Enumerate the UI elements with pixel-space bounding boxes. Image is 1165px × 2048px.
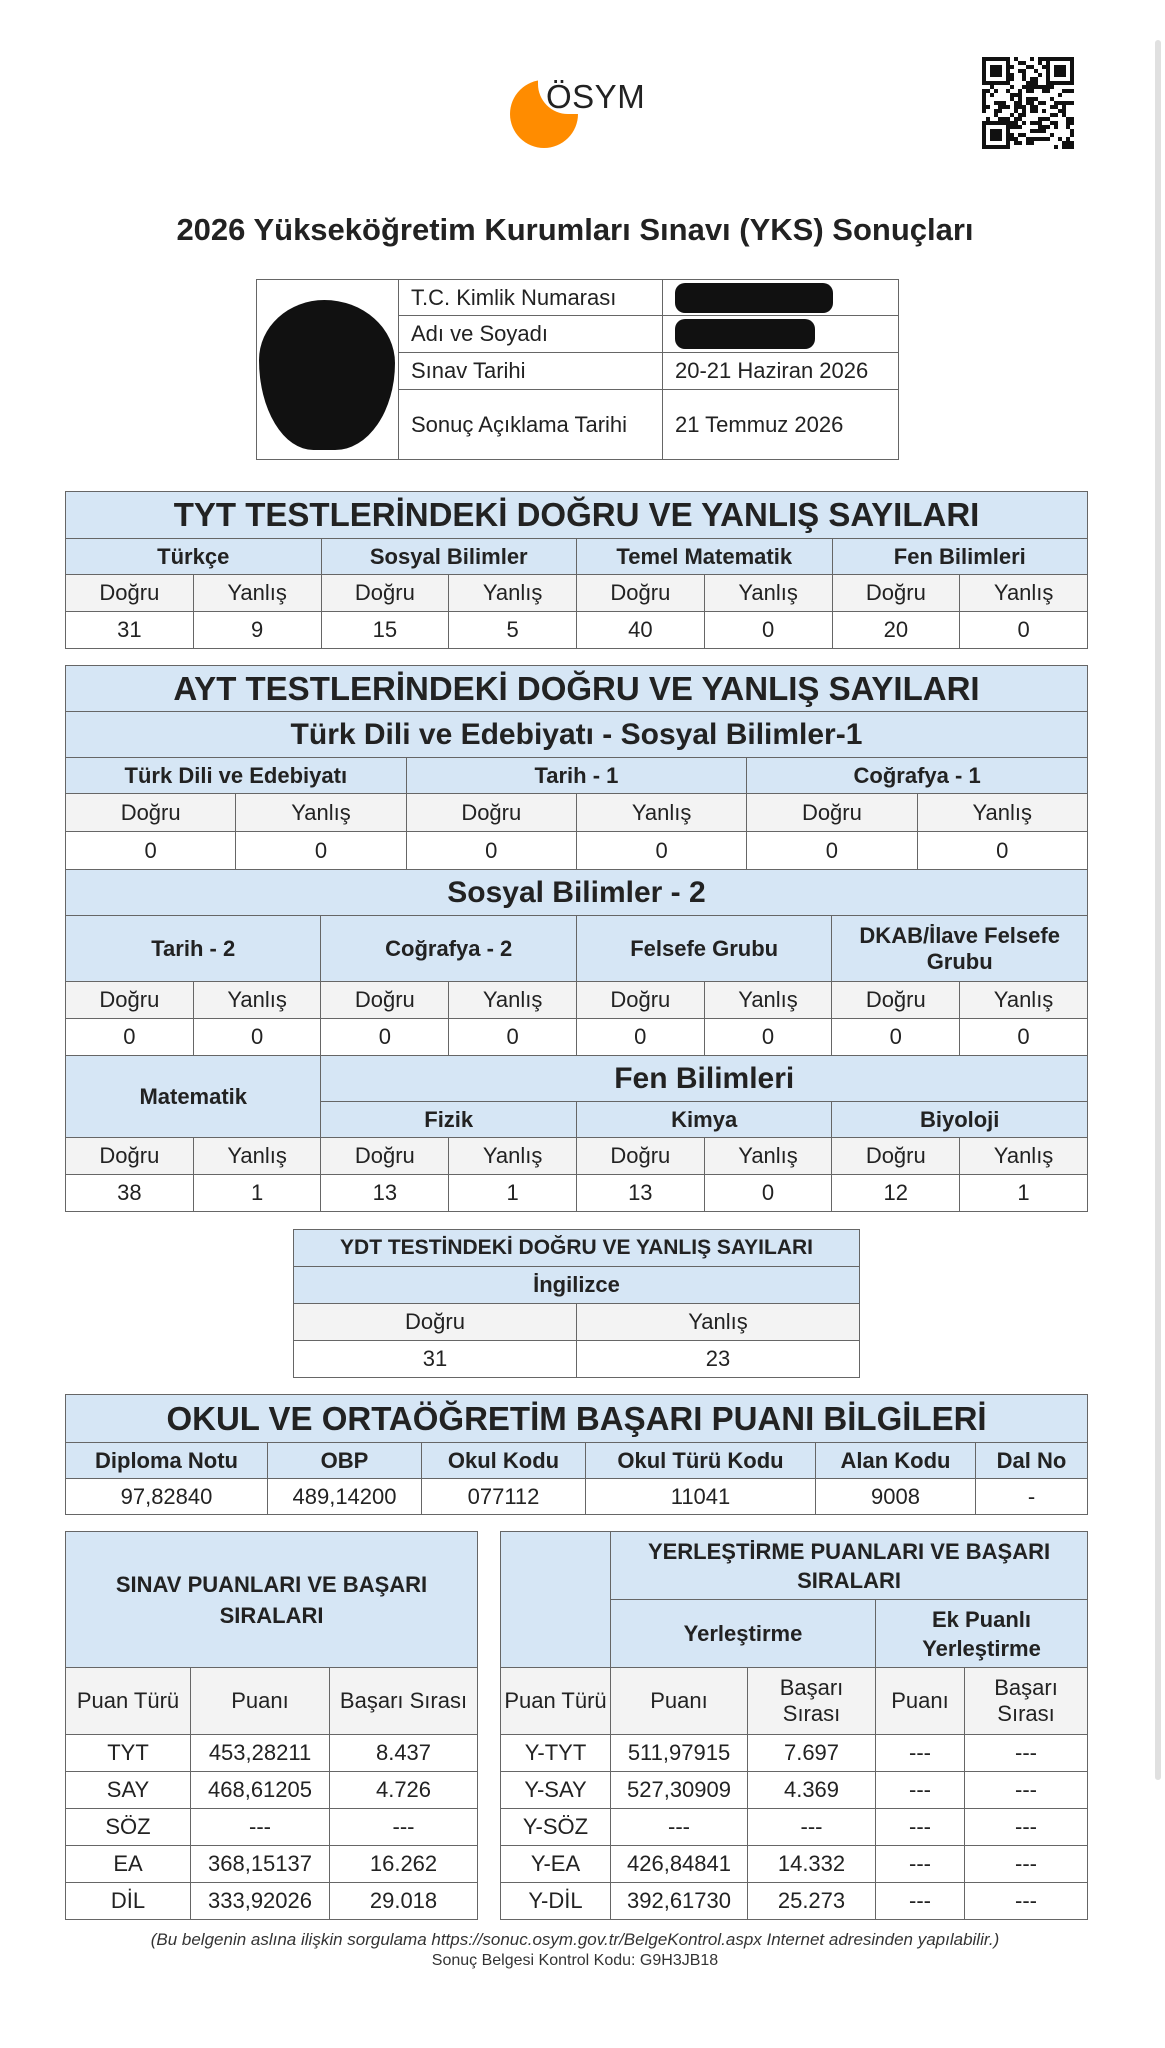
ayt-dogru-value: 0: [576, 1019, 704, 1056]
tyt-yanlis-value: 5: [449, 612, 577, 649]
ayt-fen-title: Fen Bilimleri: [321, 1056, 1088, 1102]
tyt-dogru-value: 31: [66, 612, 194, 649]
col-puan-turu: Puan Türü: [501, 1668, 611, 1735]
ayt-subject: Kimya: [576, 1102, 831, 1138]
yanlis-label: Yanlış: [576, 794, 746, 832]
yerlestirme-sub: Yerleştirme: [611, 1600, 876, 1668]
score-cell: ---: [876, 1809, 965, 1846]
score-cell: SÖZ: [66, 1809, 191, 1846]
ayt-subject: Tarih - 2: [66, 916, 321, 982]
yanlis-label: Yanlış: [193, 1138, 321, 1175]
redacted-tc: [675, 283, 833, 313]
tyt-subject: Sosyal Bilimler: [321, 539, 577, 575]
ydt-dogru-value: 31: [294, 1341, 577, 1378]
ayt-dogru-value: 0: [406, 832, 576, 870]
score-cell: 7.697: [748, 1735, 876, 1772]
score-cell: Y-DİL: [501, 1883, 611, 1920]
score-cell: ---: [876, 1772, 965, 1809]
score-cell: 453,28211: [191, 1735, 330, 1772]
score-cell: ---: [330, 1809, 478, 1846]
ayt-yanlis-value: 0: [704, 1019, 832, 1056]
dogru-label: Doğru: [577, 575, 705, 612]
score-cell: 468,61205: [191, 1772, 330, 1809]
table-row: [66, 1772, 478, 1809]
tyt-dogru-value: 15: [321, 612, 449, 649]
ayt-subject: Coğrafya - 2: [321, 916, 576, 982]
score-cell: ---: [748, 1809, 876, 1846]
score-cell: Y-TYT: [501, 1735, 611, 1772]
ayt-dogru-value: 38: [66, 1175, 194, 1212]
dogru-label: Doğru: [747, 794, 917, 832]
score-cell: 8.437: [330, 1735, 478, 1772]
dogru-label: Doğru: [321, 982, 449, 1019]
yanlis-label: Yanlış: [704, 1138, 832, 1175]
score-cell: ---: [965, 1735, 1088, 1772]
col-puani: Puanı: [611, 1668, 748, 1735]
tyt-dogru-value: 20: [832, 612, 960, 649]
dogru-label: Doğru: [832, 575, 960, 612]
score-cell: ---: [876, 1846, 965, 1883]
ayt-yanlis-value: 1: [193, 1175, 321, 1212]
yanlis-label: Yanlış: [917, 794, 1087, 832]
sinav-puan-table: [65, 1531, 478, 1920]
okul-value: 9008: [816, 1479, 976, 1515]
dogru-label: Doğru: [832, 982, 960, 1019]
dogru-label: Doğru: [294, 1304, 577, 1341]
result-date-value: 21 Temmuz 2026: [663, 390, 899, 460]
table-row: [66, 1846, 478, 1883]
ayt-yanlis-value: 0: [449, 1019, 577, 1056]
ydt-table: [293, 1229, 860, 1378]
ek-puanli-sub: Ek Puanlı Yerleştirme: [876, 1600, 1088, 1668]
score-cell: 392,61730: [611, 1883, 748, 1920]
dogru-label: Doğru: [576, 1138, 704, 1175]
ayt-subject: DKAB/İlave Felsefe Grubu: [832, 916, 1088, 982]
tyt-subject: Türkçe: [66, 539, 322, 575]
ayt-dogru-value: 0: [66, 1019, 194, 1056]
ayt-yanlis-value: 0: [236, 832, 406, 870]
scrollbar[interactable]: [1155, 40, 1161, 1780]
table-row: [501, 1809, 1088, 1846]
score-cell: 333,92026: [191, 1883, 330, 1920]
col-puan-turu: Puan Türü: [66, 1668, 191, 1735]
score-cell: 29.018: [330, 1883, 478, 1920]
exam-date-label: Sınav Tarihi: [399, 353, 663, 390]
score-cell: 527,30909: [611, 1772, 748, 1809]
osym-logo: [510, 70, 670, 160]
ayt-dogru-value: 0: [747, 832, 917, 870]
okul-header: Diploma Notu: [66, 1443, 268, 1479]
score-cell: ---: [876, 1735, 965, 1772]
candidate-photo: [257, 280, 399, 460]
dogru-label: Doğru: [576, 982, 704, 1019]
ydt-title: YDT TESTİNDEKİ DOĞRU VE YANLIŞ SAYILARI: [294, 1230, 860, 1267]
yanlis-label: Yanlış: [704, 982, 832, 1019]
ayt-group1-title: Türk Dili ve Edebiyatı - Sosyal Bilimler-1: [66, 712, 1088, 758]
yanlis-label: Yanlış: [193, 982, 321, 1019]
table-row: [66, 1809, 478, 1846]
yanlis-label: Yanlış: [449, 1138, 577, 1175]
ydt-yanlis-value: 23: [577, 1341, 860, 1378]
ayt-dogru-value: 13: [576, 1175, 704, 1212]
score-cell: 511,97915: [611, 1735, 748, 1772]
ayt-yanlis-value: 0: [960, 1019, 1088, 1056]
ayt-subject: Coğrafya - 1: [747, 758, 1088, 794]
yanlis-label: Yanlış: [449, 575, 577, 612]
ayt-subject: Fizik: [321, 1102, 576, 1138]
yanlis-label: Yanlış: [960, 575, 1088, 612]
col-basari-sirasi: Başarı Sırası: [748, 1668, 876, 1735]
score-cell: ---: [191, 1809, 330, 1846]
tyt-yanlis-value: 0: [704, 612, 832, 649]
tyt-title: TYT TESTLERİNDEKİ DOĞRU VE YANLIŞ SAYILARI: [66, 492, 1088, 539]
score-cell: DİL: [66, 1883, 191, 1920]
result-date-label: Sonuç Açıklama Tarihi: [399, 390, 663, 460]
score-cell: TYT: [66, 1735, 191, 1772]
ayt-dogru-value: 0: [321, 1019, 449, 1056]
ayt-table: [65, 665, 1088, 1212]
dogru-label: Doğru: [66, 982, 194, 1019]
logo-text: ÖSYM: [546, 78, 646, 115]
okul-value: 11041: [586, 1479, 816, 1515]
ayt-yanlis-value: 0: [576, 832, 746, 870]
control-code: Sonuç Belgesi Kontrol Kodu: G9H3JB18: [431, 1952, 719, 1969]
yerlestirme-title: YERLEŞTİRME PUANLARI VE BAŞARI SIRALARI: [611, 1532, 1088, 1600]
score-cell: Y-EA: [501, 1846, 611, 1883]
score-cell: SAY: [66, 1772, 191, 1809]
tc-value: [663, 280, 899, 316]
score-cell: Y-SÖZ: [501, 1809, 611, 1846]
score-cell: EA: [66, 1846, 191, 1883]
tyt-subject: Fen Bilimleri: [832, 539, 1088, 575]
okul-value: 489,14200: [268, 1479, 422, 1515]
score-cell: 14.332: [748, 1846, 876, 1883]
dogru-label: Doğru: [66, 794, 236, 832]
yanlis-label: Yanlış: [236, 794, 406, 832]
dogru-label: Doğru: [832, 1138, 960, 1175]
table-row: [66, 1735, 478, 1772]
okul-value: 077112: [422, 1479, 586, 1515]
qr-code-icon: [982, 57, 1074, 149]
dogru-label: Doğru: [66, 575, 194, 612]
yanlis-label: Yanlış: [960, 982, 1088, 1019]
score-cell: 426,84841: [611, 1846, 748, 1883]
dogru-label: Doğru: [66, 1138, 194, 1175]
ayt-subject: Biyoloji: [832, 1102, 1088, 1138]
col-basari-sirasi: Başarı Sırası: [330, 1668, 478, 1735]
ayt-yanlis-value: 0: [704, 1175, 832, 1212]
score-cell: ---: [876, 1883, 965, 1920]
ayt-dogru-value: 13: [321, 1175, 449, 1212]
ayt-subject: Tarih - 1: [406, 758, 747, 794]
ayt-title: AYT TESTLERİNDEKİ DOĞRU VE YANLIŞ SAYILARI: [66, 666, 1088, 712]
ayt-subject: Felsefe Grubu: [576, 916, 831, 982]
yanlis-label: Yanlış: [704, 575, 832, 612]
tyt-yanlis-value: 0: [960, 612, 1088, 649]
yanlis-label: Yanlış: [449, 982, 577, 1019]
okul-header: Okul Kodu: [422, 1443, 586, 1479]
score-cell: 4.369: [748, 1772, 876, 1809]
score-cell: ---: [965, 1846, 1088, 1883]
ayt-math-title: Matematik: [66, 1056, 321, 1138]
score-cell: 25.273: [748, 1883, 876, 1920]
yanlis-label: Yanlış: [193, 575, 321, 612]
score-cell: ---: [965, 1809, 1088, 1846]
ayt-dogru-value: 0: [66, 832, 236, 870]
okul-header: OBP: [268, 1443, 422, 1479]
okul-header: Alan Kodu: [816, 1443, 976, 1479]
okul-title: OKUL VE ORTAÖĞRETİM BAŞARI PUANI BİLGİLERİ: [66, 1395, 1088, 1443]
sinav-title: SINAV PUANLARI VE BAŞARI SIRALARI: [66, 1532, 478, 1668]
name-label: Adı ve Soyadı: [399, 316, 663, 353]
table-row: [501, 1772, 1088, 1809]
ayt-yanlis-value: 1: [960, 1175, 1088, 1212]
ayt-dogru-value: 12: [832, 1175, 960, 1212]
yanlis-label: Yanlış: [577, 1304, 860, 1341]
name-value: [663, 316, 899, 353]
okul-table: [65, 1394, 1088, 1515]
col-ek-puani: Puanı: [876, 1668, 965, 1735]
ayt-dogru-value: 0: [832, 1019, 960, 1056]
tyt-table: [65, 491, 1088, 649]
okul-value: -: [976, 1479, 1088, 1515]
yerlestirme-table: [500, 1531, 1088, 1920]
table-row: [66, 1883, 478, 1920]
dogru-label: Doğru: [321, 575, 449, 612]
tyt-dogru-value: 40: [577, 612, 705, 649]
okul-header: Okul Türü Kodu: [586, 1443, 816, 1479]
score-cell: ---: [965, 1883, 1088, 1920]
score-cell: 4.726: [330, 1772, 478, 1809]
okul-header: Dal No: [976, 1443, 1088, 1479]
ayt-yanlis-value: 0: [917, 832, 1087, 870]
col-ek-basari-sirasi: Başarı Sırası: [965, 1668, 1088, 1735]
tc-label: T.C. Kimlik Numarası: [399, 280, 663, 316]
dogru-label: Doğru: [406, 794, 576, 832]
ydt-language: İngilizce: [294, 1267, 860, 1304]
score-cell: 368,15137: [191, 1846, 330, 1883]
exam-date-value: 20-21 Haziran 2026: [663, 353, 899, 390]
ayt-yanlis-value: 0: [193, 1019, 321, 1056]
dogru-label: Doğru: [321, 1138, 449, 1175]
ayt-yanlis-value: 1: [449, 1175, 577, 1212]
yanlis-label: Yanlış: [960, 1138, 1088, 1175]
score-cell: Y-SAY: [501, 1772, 611, 1809]
candidate-info-table: [256, 279, 899, 460]
page-title: 2026 Yükseköğretim Kurumları Sınavı (YKS) Sonuçları: [176, 212, 974, 247]
score-cell: ---: [965, 1772, 1088, 1809]
tyt-yanlis-value: 9: [193, 612, 321, 649]
redacted-name: [675, 319, 815, 349]
score-cell: ---: [611, 1809, 748, 1846]
score-cell: 16.262: [330, 1846, 478, 1883]
col-puani: Puanı: [191, 1668, 330, 1735]
table-row: [501, 1735, 1088, 1772]
ayt-group2-title: Sosyal Bilimler - 2: [66, 870, 1088, 916]
tyt-subject: Temel Matematik: [577, 539, 833, 575]
ayt-subject: Türk Dili ve Edebiyatı: [66, 758, 407, 794]
table-row: [501, 1883, 1088, 1920]
okul-value: 97,82840: [66, 1479, 268, 1515]
query-note: (Bu belgenin aslına ilişkin sorgulama https://sonuc.osym.gov.tr/BelgeKontrol.aspx Internet adresinden yapılabilir.): [150, 1930, 1000, 1949]
table-row: [501, 1846, 1088, 1883]
